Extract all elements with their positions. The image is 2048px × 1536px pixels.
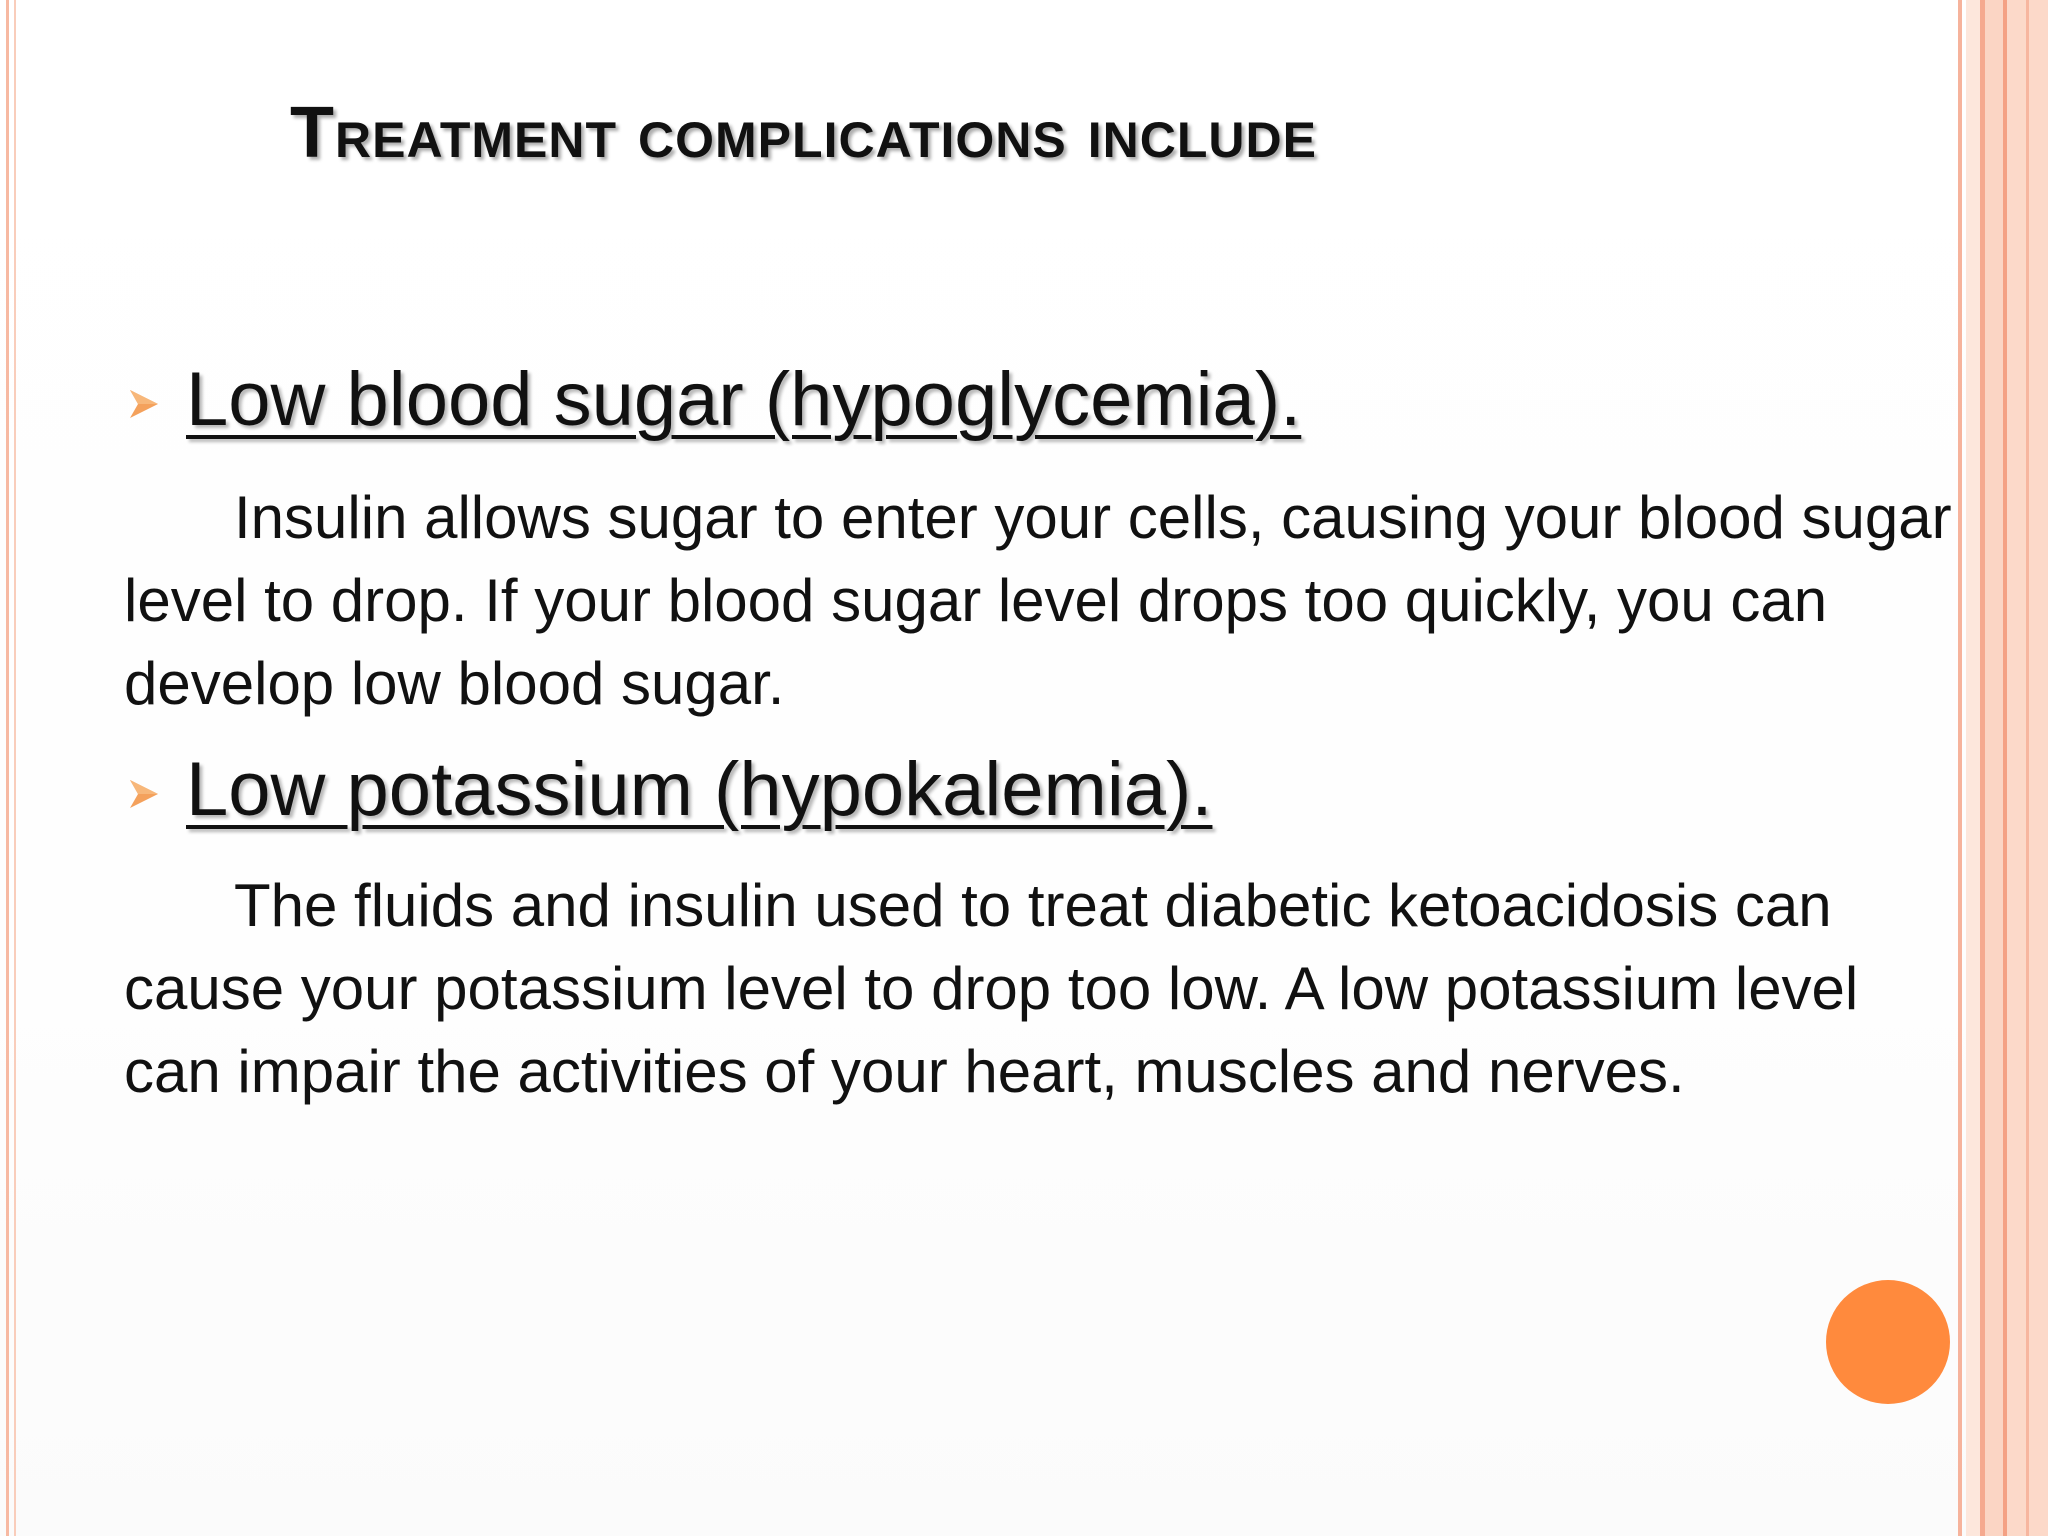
- bullet-body-text: Insulin allows sugar to enter your cells, causing your blood sugar level to drop. If your blood sugar level drops too quickly, you can develop low blood sugar.: [124, 484, 1952, 717]
- bullet-item-hypokalemia: [124, 746, 1212, 833]
- bullet-heading: Low potassium (hypokalemia).: [186, 747, 1213, 832]
- slide-title: Treatment complications include: [290, 93, 1317, 173]
- bullet-body-text: The fluids and insulin used to treat diabetic ketoacidosis can cause your potassium level to drop too low. A low potassium level can impair the activities of your heart, muscles and nerves.: [124, 872, 1859, 1105]
- left-border-line-inner: [14, 0, 16, 1536]
- bullet-item-hypoglycemia: [124, 356, 1301, 443]
- arrow-bullet-icon: [124, 384, 164, 424]
- arrow-bullet-icon: [124, 774, 164, 814]
- decorative-circle: [1826, 1280, 1950, 1404]
- bullet-heading: Low blood sugar (hypoglycemia).: [186, 357, 1302, 442]
- left-border-line: [6, 0, 9, 1536]
